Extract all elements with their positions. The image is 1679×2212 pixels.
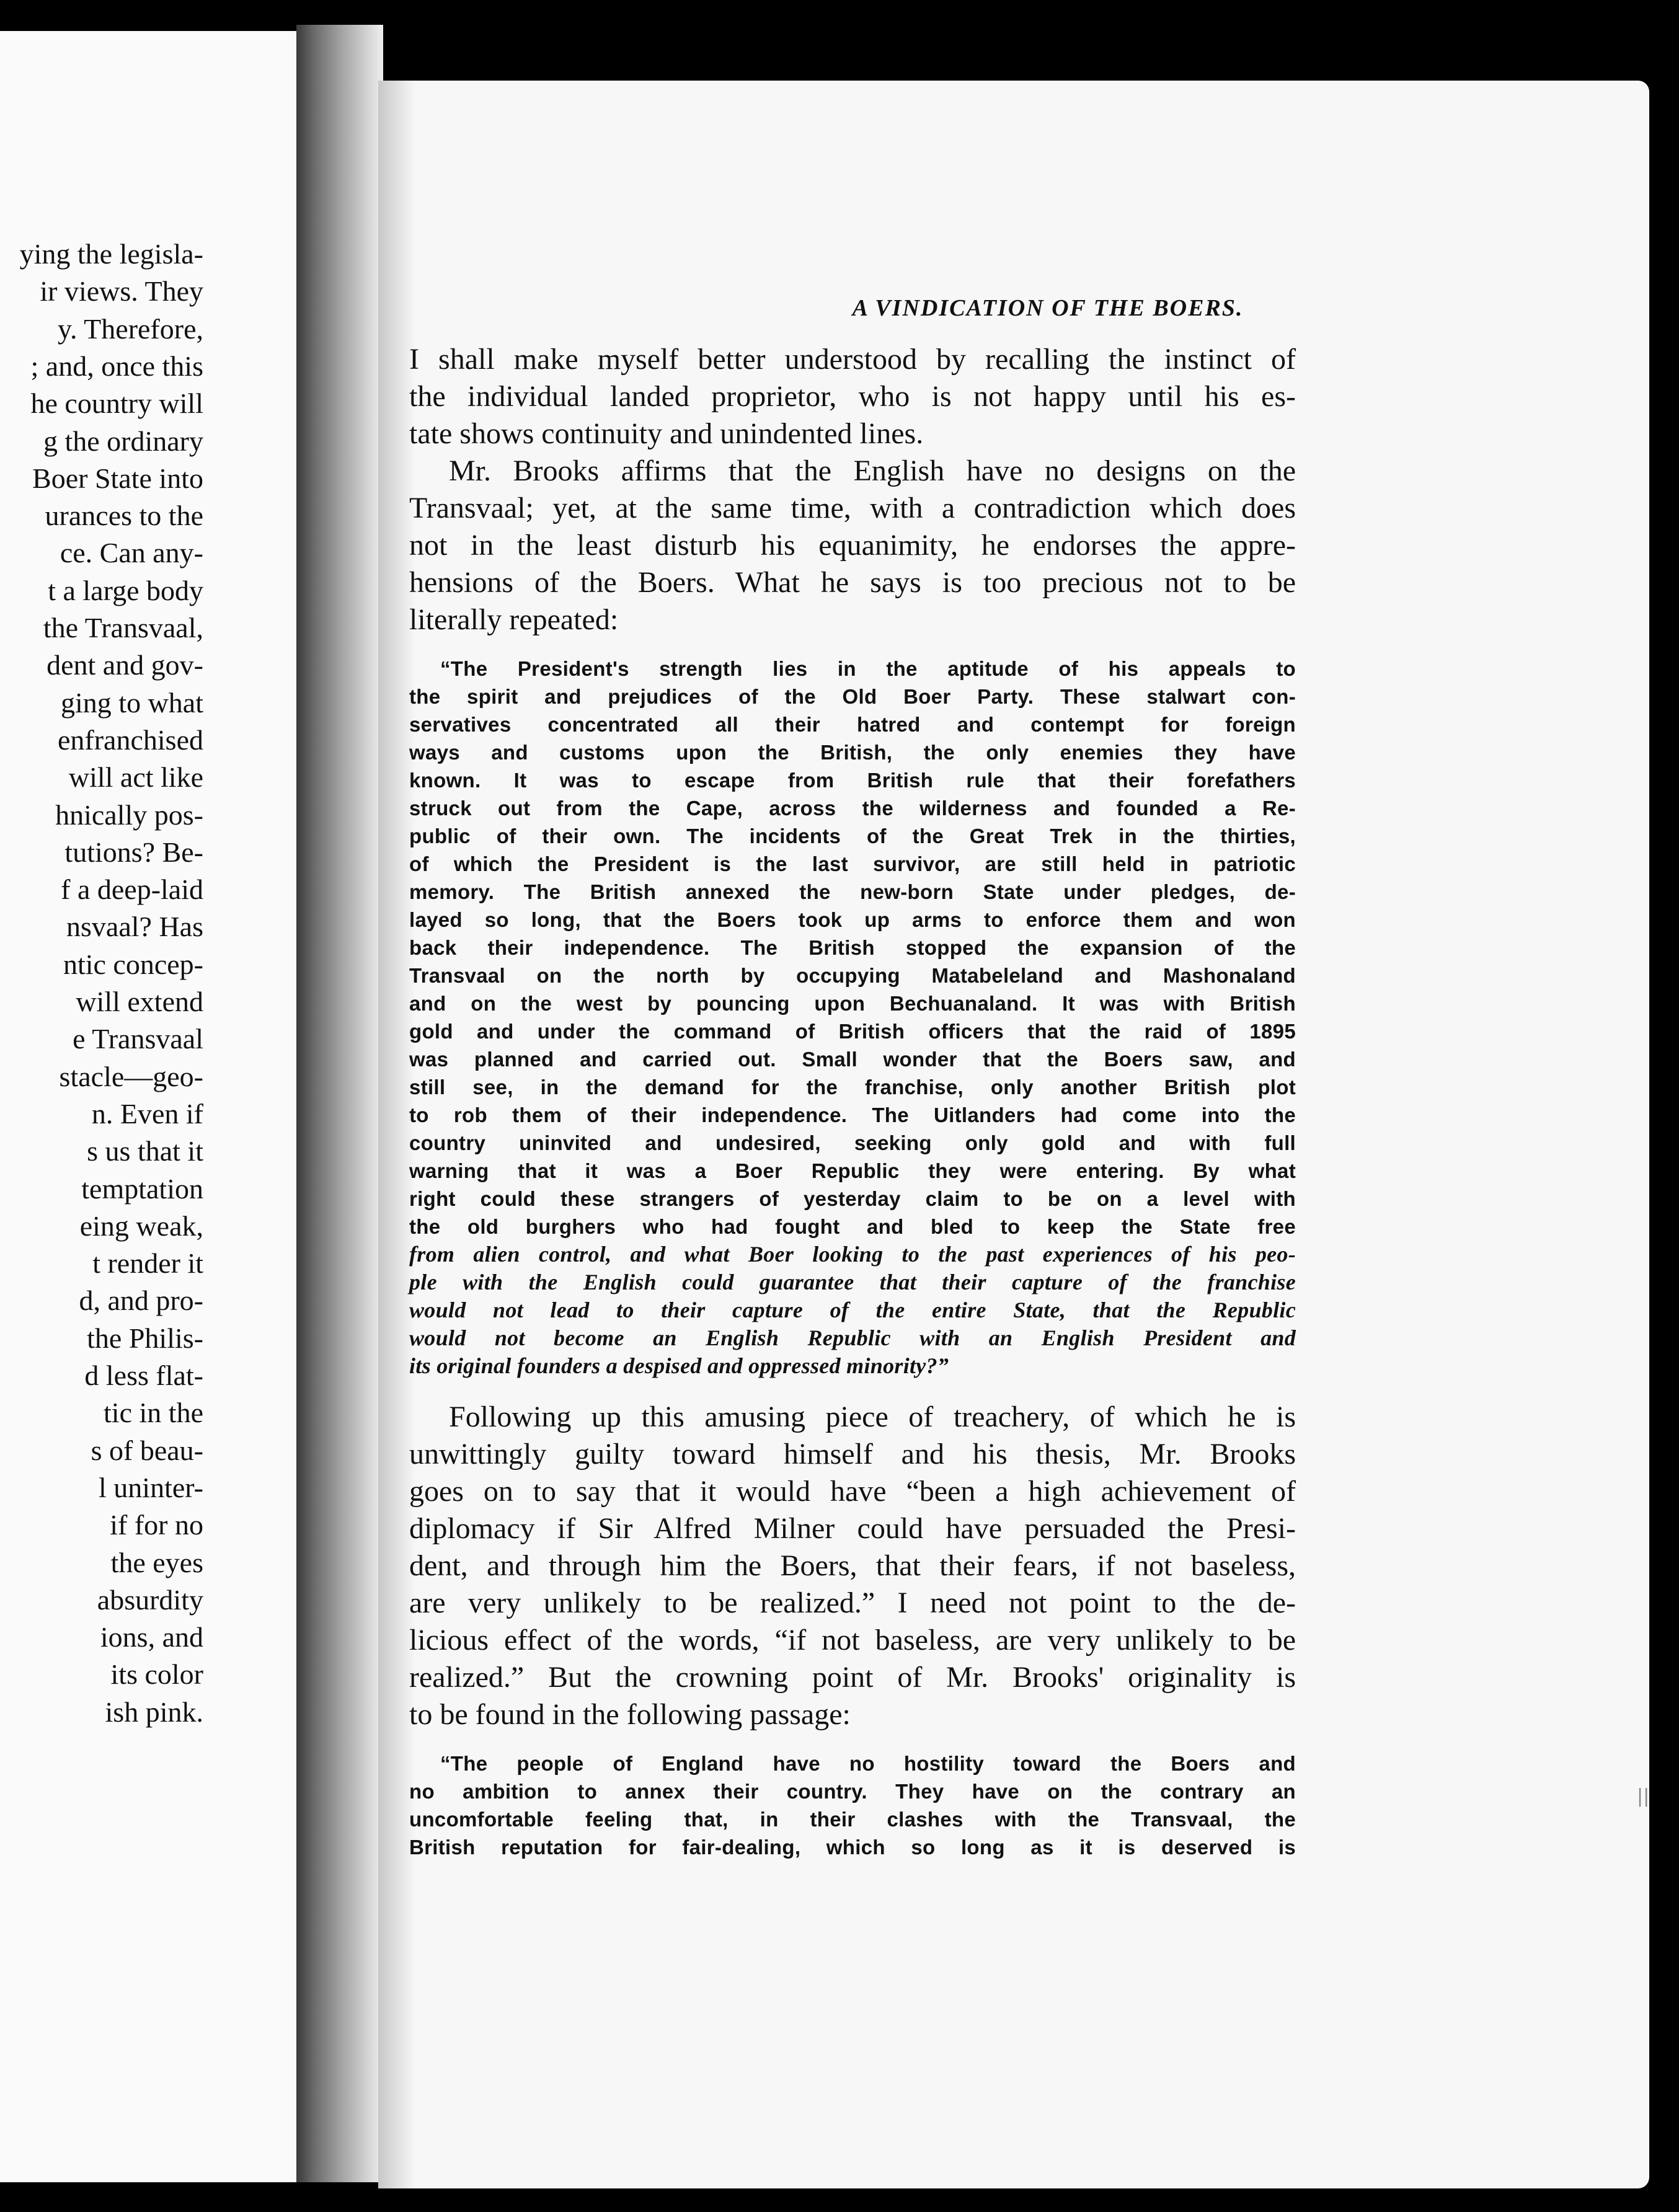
quote-line: known. It was to escape from British rule that their forefathers (409, 769, 1296, 792)
left-page-text-line: d, and pro- (79, 1285, 203, 1317)
block-quote-1 (409, 655, 1296, 1380)
page-edge-mark: || (1637, 1785, 1650, 1807)
left-page-text-line: if for no (110, 1509, 203, 1541)
quote-line-italic: from alien control, and what Boer looking to the past experiences of his peo- (409, 1242, 1296, 1267)
left-page-text-line: the Transvaal, (43, 612, 203, 644)
quote-line: gold and under the command of British officers that the raid of 1895 (409, 1020, 1296, 1043)
left-page-text-line: ir views. They (40, 275, 203, 307)
paragraph-1 (409, 341, 1296, 453)
quote-line: country uninvited and undesired, seeking only gold and with full (409, 1131, 1296, 1154)
quote-line: “The people of England have no hostility toward the Boers and (440, 1752, 1296, 1775)
quote-line: right could these strangers of yesterday claim to be on a level with (409, 1187, 1296, 1210)
quote-line: and on the west by pouncing upon Bechuanaland. It was with British (409, 992, 1296, 1015)
left-page-text-line: n. Even if (91, 1097, 203, 1130)
quote-line-italic: its original founders a despised and oppressed minority?” (409, 1353, 949, 1378)
paragraph-line: diplomacy if Sir Alfred Milner could have persuaded the Presi- (409, 1512, 1296, 1545)
left-page-text-line: nsvaal? Has (66, 911, 203, 943)
left-page-text-line: ish pink. (105, 1696, 203, 1728)
left-page-text-line: y. Therefore, (58, 312, 203, 345)
left-page-text-line: will extend (76, 986, 203, 1017)
quote-line: was planned and carried out. Small wonder that the Boers saw, and (409, 1048, 1296, 1071)
quote-line: uncomfortable feeling that, in their clashes with the Transvaal, the (409, 1808, 1296, 1831)
left-page-text-line: the Philis- (87, 1322, 203, 1354)
paragraph-line: Transvaal; yet, at the same time, with a contradiction which does (409, 492, 1296, 524)
left-page-text-line: its color (110, 1658, 203, 1691)
body-text (409, 341, 1296, 1861)
left-page-text-line: ntic concep- (63, 948, 203, 980)
right-page (378, 81, 1649, 2188)
quote-line: British reputation for fair-dealing, which so long as it is deserved is (409, 1836, 1296, 1859)
quote-line: to rob them of their independence. The Uitlanders had come into the (409, 1104, 1296, 1126)
quote-line: layed so long, that the Boers took up arms to enforce them and won (409, 908, 1296, 931)
quote-line-italic: would not lead to their capture of the entire State, that the Republic (409, 1298, 1296, 1322)
quote-line: warning that it was a Boer Republic they were entering. By what (409, 1159, 1296, 1182)
quote-line: the old burghers who had fought and bled to keep the State free (409, 1215, 1296, 1238)
left-page-text-line: s us that it (87, 1135, 203, 1167)
left-page-text-line: ; and, once this (30, 350, 203, 382)
quote-line: back their independence. The British stopped the expansion of the (409, 936, 1296, 959)
block-quote-2 (409, 1750, 1296, 1861)
paragraph-line: not in the least disturb his equanimity, he endorses the appre- (409, 529, 1296, 562)
paragraph-line: goes on to say that it would have “been a high achievement of (409, 1475, 1296, 1508)
left-page-text-line: l uninter- (99, 1471, 203, 1503)
quote-line: memory. The British annexed the new-born State under pledges, de- (409, 880, 1296, 903)
left-page-text-line: e Transvaal (73, 1023, 203, 1055)
quote-line-italic: would not become an English Republic with an English President and (409, 1325, 1296, 1350)
left-page-text-line: g the ordinary (43, 425, 203, 457)
left-page-text-line: the eyes (110, 1546, 203, 1578)
left-page-text-line: tic in the (104, 1397, 203, 1429)
left-page-text-line: enfranchised (58, 723, 203, 756)
left-page-text-line: urances to the (45, 500, 203, 532)
left-page-text-line: Boer State into (32, 462, 203, 494)
left-page-text-line: he country will (30, 387, 203, 420)
left-page-text-line: will act like (68, 761, 203, 794)
paragraph-line: licious effect of the words, “if not baseless, are very unlikely to be (409, 1624, 1296, 1657)
left-page-text-line: eing weak, (79, 1210, 203, 1242)
paragraph-line: dent, and through him the Boers, that their fears, if not baseless, (409, 1549, 1296, 1582)
quote-line: servatives concentrated all their hatred and contempt for foreign (409, 713, 1296, 736)
left-page-text-line: f a deep-laid (61, 874, 203, 906)
left-page-text-line: ying the legisla- (19, 238, 203, 270)
left-page-text-line: s of beau- (91, 1434, 203, 1466)
paragraph-3 (409, 1399, 1296, 1733)
paragraph-line: unwittingly guilty toward himself and his thesis, Mr. Brooks (409, 1438, 1296, 1471)
left-page-text-line: absurdity (97, 1583, 203, 1616)
left-page-text-line: t render it (92, 1247, 203, 1280)
paragraph-line: tate shows continuity and unindented lines. (409, 417, 924, 450)
paragraph-line: Following up this amusing piece of treachery, of which he is (449, 1400, 1296, 1433)
left-page-text-line: ging to what (61, 686, 203, 719)
quote-line: struck out from the Cape, across the wilderness and founded a Re- (409, 797, 1296, 820)
left-page-text-line: ce. Can any- (60, 537, 203, 569)
quote-line: Transvaal on the north by occupying Matabeleland and Mashonaland (409, 964, 1296, 987)
paragraph-line: literally repeated: (409, 603, 619, 636)
quote-line: the spirit and prejudices of the Old Boer Party. These stalwart con- (409, 685, 1296, 708)
paragraph-line: realized.” But the crowning point of Mr. Brooks' originality is (409, 1661, 1296, 1694)
left-page-text-line: hnically pos- (55, 799, 203, 831)
paragraph-line: Mr. Brooks affirms that the English have no designs on the (449, 454, 1296, 487)
paragraph-line: the individual landed proprietor, who is not happy until his es- (409, 380, 1296, 413)
paragraph-line: I shall make myself better understood by recalling the instinct of (409, 343, 1296, 376)
left-page-text-line: ions, and (100, 1621, 203, 1653)
left-page-text-line: d less flat- (84, 1360, 203, 1391)
running-head: A VINDICATION OF THE BOERS. (852, 295, 1244, 321)
quote-line-italic: ple with the English could guarantee that their capture of the franchise (409, 1270, 1296, 1294)
left-page-text-line: dent and gov- (47, 649, 203, 681)
left-page-text-line: temptation (81, 1172, 203, 1205)
left-page-text-line: stacle—geo- (59, 1060, 203, 1092)
quote-line: still see, in the demand for the franchise, only another British plot (409, 1076, 1296, 1099)
quote-line: public of their own. The incidents of the Great Trek in the thirties, (409, 825, 1296, 847)
left-page-text-line: tutions? Be- (64, 836, 203, 868)
paragraph-line: hensions of the Boers. What he says is too precious not to be (409, 566, 1296, 599)
quote-line: no ambition to annex their country. They have on the contrary an (409, 1780, 1296, 1803)
quote-line: “The President's strength lies in the aptitude of his appeals to (440, 657, 1296, 680)
paragraph-2 (409, 453, 1296, 639)
quote-line: of which the President is the last survivor, are still held in patriotic (409, 852, 1296, 875)
paragraph-line: are very unlikely to be realized.” I need not point to the de- (409, 1586, 1296, 1619)
left-page-text-line: t a large body (48, 574, 203, 606)
book-gutter-shadow (296, 25, 383, 2182)
paragraph-line: to be found in the following passage: (409, 1698, 851, 1731)
quote-line: ways and customs upon the British, the only enemies they have (409, 741, 1296, 764)
left-facing-page (0, 31, 296, 2182)
